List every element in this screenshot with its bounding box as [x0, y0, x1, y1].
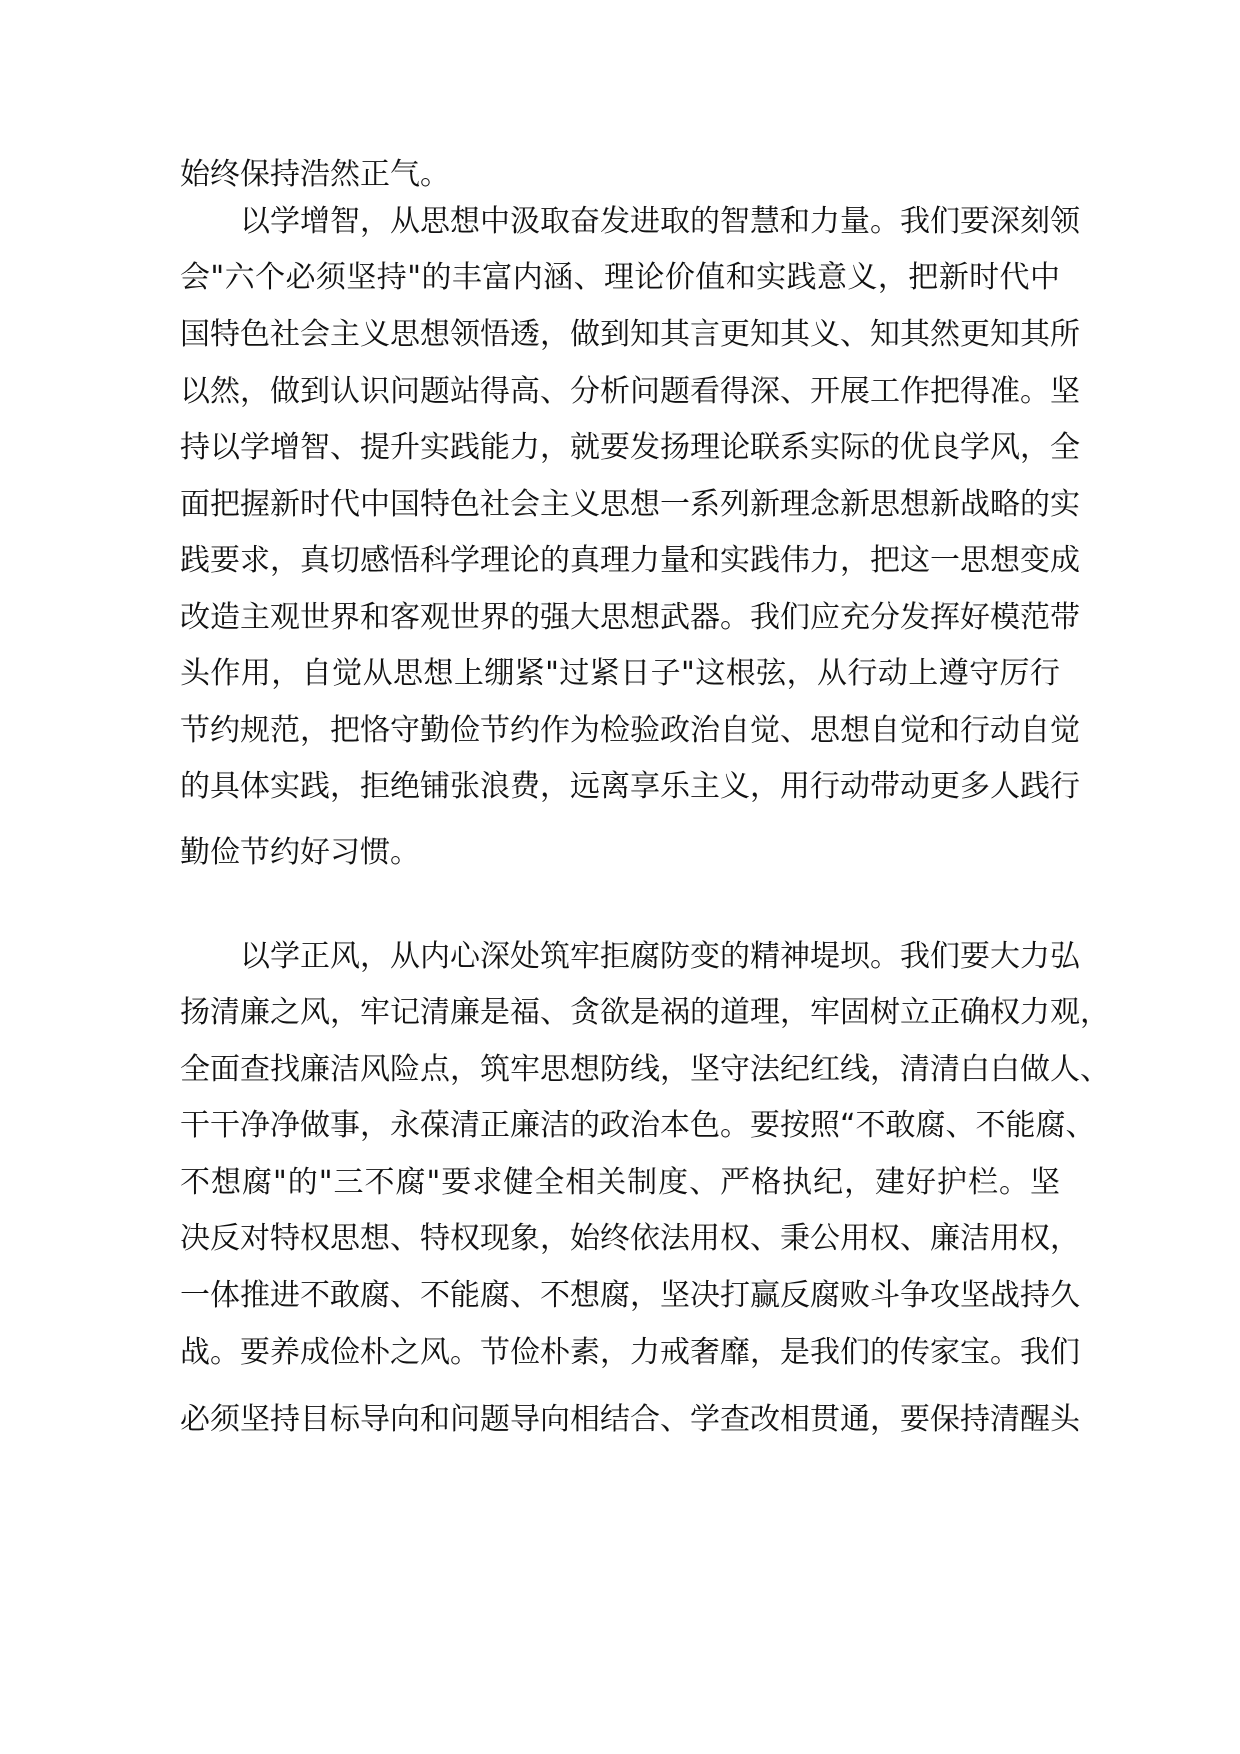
text-line-14: 以学正风，从内心深处筑牢拒腐防变的精神堤坝。我们要大力弘 — [240, 939, 1080, 974]
text-line-18: 不想腐"的"三不腐"要求健全相关制度、严格执纪，建好护栏。坚 — [180, 1165, 1060, 1200]
text-line-2: 以学增智，从思想中汲取奋发进取的智慧和力量。我们要深刻领 — [240, 204, 1080, 239]
text-line-17: 干干净净做事，永葆清正廉洁的政治本色。要按照“不敢腐、不能腐、 — [180, 1108, 1096, 1143]
text-line-20: 一体推进不敢腐、不能腐、不想腐，坚决打赢反腐败斗争攻坚战持久 — [180, 1278, 1080, 1313]
text-line-8: 践要求，真切感悟科学理论的真理力量和实践伟力，把这一思想变成 — [180, 543, 1080, 578]
text-line-7: 面把握新时代中国特色社会主义思想一系列新理念新思想新战略的实 — [180, 487, 1080, 522]
text-line-6: 持以学增智、提升实践能力，就要发扬理论联系实际的优良学风，全 — [180, 430, 1080, 465]
text-line-13: 勤俭节约好习惯。 — [180, 835, 420, 870]
text-line-1: 始终保持浩然正气。 — [180, 157, 450, 192]
text-line-4: 国特色社会主义思想领悟透，做到知其言更知其义、知其然更知其所 — [180, 317, 1080, 352]
text-line-9: 改造主观世界和客观世界的强大思想武器。我们应充分发挥好模范带 — [180, 600, 1080, 635]
text-line-15: 扬清廉之风，牢记清廉是福、贪欲是祸的道理，牢固树立正确权力观， — [180, 995, 1110, 1030]
text-line-16: 全面查找廉洁风险点，筑牢思想防线，坚守法纪红线，清清白白做人、 — [180, 1052, 1110, 1087]
text-line-11: 节约规范，把恪守勤俭节约作为检验政治自觉、思想自觉和行动自觉 — [180, 713, 1080, 748]
text-line-5: 以然，做到认识问题站得高、分析问题看得深、开展工作把得准。坚 — [180, 374, 1080, 409]
text-line-12: 的具体实践，拒绝铺张浪费，远离享乐主义，用行动带动更多人践行 — [180, 769, 1080, 804]
text-line-3: 会"六个必须坚持"的丰富内涵、理论价值和实践意义，把新时代中 — [180, 260, 1060, 295]
text-line-22: 必须坚持目标导向和问题导向相结合、学查改相贯通，要保持清醒头 — [180, 1402, 1080, 1437]
text-line-10: 头作用，自觉从思想上绷紧"过紧日子"这根弦，从行动上遵守厉行 — [180, 656, 1060, 691]
text-line-21: 战。要养成俭朴之风。节俭朴素，力戒奢靡，是我们的传家宝。我们 — [180, 1335, 1080, 1370]
text-line-19: 决反对特权思想、特权现象，始终依法用权、秉公用权、廉洁用权， — [180, 1221, 1080, 1256]
